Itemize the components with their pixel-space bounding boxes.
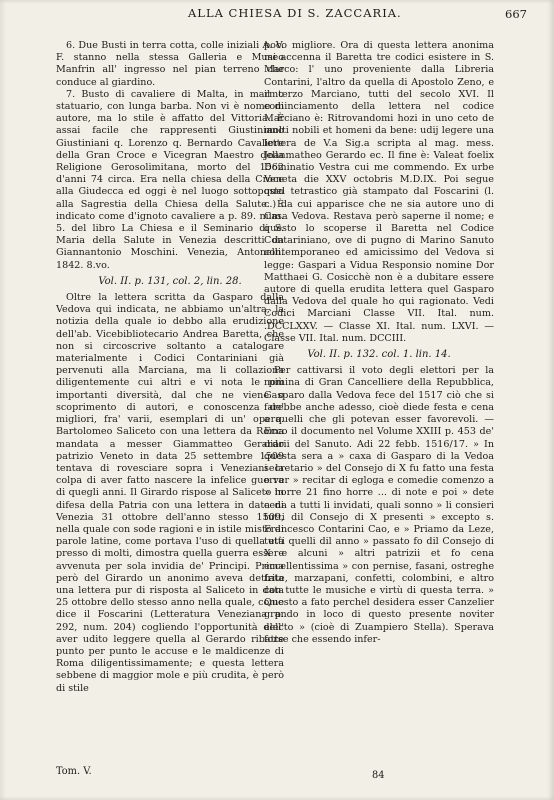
section-heading: Vol. II. p. 132. col. 1. lin. 14. [307,349,451,361]
paragraph-busts: 6. Due Busti in terra cotta, colle iniziali A. V. F. stanno nella stessa Galleria e Museo Manfrin all' ingresso nel pian terreno che conduce al giardino. [56,40,284,88]
running-header [0,6,554,24]
right-column [264,40,494,646]
paragraph-election: Per cattivarsi il voto degli elettori per la nomina di Gran Cancelliere della Repubblica, Gasparo dalla Vedova fece del 1517 ciò che si farebbe anche adesso, cioè diede festa e cena a quelli che gli potevan esser favorevoli. — Ecco il documento nel Volume XXIII p. 453 de' diarii del Sanuto. Adi 22 febb. 1516/17. » In questa sera a » caxa di Gasparo di la Vedoa secretario » del Consejo di X fu fatto una festa o ver » recitar di egloga e comedie comenzo a » horre 21 fino horre ... di note e poi » dete cena a tutti li invidati, quali sonno » li consieri tutti dil Consejo di X presenti » excepto s. Francesco Contarini Cao, e » Priamo da Leze, tutti quelli dil anno » passato fo dil Consejo di X e alcuni » altri patrizii et fo cena eccellentissima » con pernise, fasani, ostreghe frite, marzapani, confetti, colombini, e altro con tutte le musiche e virtù di questa terra. » Questo a fato perchel desidera esser Canzelier grando in loco di questo presente noviter electo » (cioè di Zuampiero Stella). Sperava forse che essendo infer- [264,365,494,645]
running-title: ALLA CHIESA DI S. ZACCARIA. [188,6,402,20]
paragraph-malta-bust: 7. Busto di cavaliere di Malta, in marmo statuario, con lunga barba. Non vi è nome di autore, ma lo stile è affatto del Vittoria. È assai facile che rappresenti Giustiniano Giustiniani q. Lorenzo q. Bernardo Cavaliere della Gran Croce e Vicegran Maestro della Religione Gerosolimitana, morto del 1562 d'anni 74 circa. Era nella chiesa della Croce alla Giudecca ed oggi è nel luogo sottoposto alla Sagrestia della Chiesa della Salute. È indicato come d'ignoto cavaliere a p. 89. num. 5. del libro La Chiesa e il Seminario di S. Maria della Salute in Venezia descritti da Giannantonio Moschini. Venezia, Antonelli. 1842. 8.vo. [56,88,284,271]
section-heading: Vol. II. p. 131, col. 2, lin. 28. [98,275,242,287]
volume-mark: Tom. V. [56,766,92,777]
paragraph-letter: Oltre la lettera scritta da Gasparo dalla Vedova qui indicata, ne abbiamo un'altra, la notizia della quale io debbo alla erudizione dell'ab. Vicebibliotecario Andrea Baretta, che non si circoscrive soltanto a catalogare materialmente i Codici Contariniani già pervenuti alla Marciana, ma li collaziona diligentemente cui altri e vi nota le più importanti diversità, dal che ne viene o scoprimento di autori, e conoscenza de' migliori, fra' varii, esemplari di un' opera. Bartolomeo Saliceto con una lettera da Roma mandata a messer Giammatteo Gerardo patrizio Veneto in data 25 settembre 1509 tentava di rovesciare sopra i Veneziani la colpa di aver fatto nascere la infelice guerra di quegli anni. Il Girardo rispose al Saliceto in difesa della Patria con una lettera in data di Venezia 31 ottobre dell'anno stesso 1509, nella quale con sode ragioni e in istile misto di parole latine, come portava l'uso di quella età presso di molti, dimostra quella guerra essere avvenuta per sola invidia de' Principi. Prima però del Girardo un anonimo aveva dettata una lettera pur di risposta al Saliceto in data 25 ottobre dello stesso anno nella quale, come dice il Foscarini (Letteratura Veneziana p. 292, num. 204) cogliendo l'opportunità dell' aver udito leggere quella al Gerardo ribatte punto per punto le accuse e le maldicenze di Roma diligentissimamente; e questa lettera sebbene di maggior mole e più crudita, è però di stile [56,292,284,694]
paragraph-continuation: poco migliore. Ora di questa lettera anonima mi accenna il Baretta tre codici esistere in S. Marco: l' uno proveniente dalla Libreria Contarini, l'altro da quella di Apostolo Zeno, e il terzo Marciano, tutti del secolo XVI. Il cominciamento della lettera nel codice Marciano è: Ritrovandomi hozi in uno ceto de molti nobili et homeni da bene: udij legere una lettera de V.a Sig.a scripta al mag. mess. Joanmatheo Gerardo ec. Il fine è: Valeat foelix Dominatio Vestra cui me commendo. Ex urbe Veneta die XXV octobris M.D.IX. Poi segue quel tetrastico già stampato dal Foscarini (l. c.) da cui apparisce che ne sia autore uno di Casa Vedova. Restava però saperne il nome; e questo lo scoperse il Baretta nel Codice Contariniano, ove di pugno di Marino Sanuto contemporaneo ed amicissimo del Vedova si legge: Gaspari a Vidua Responsio nomine Dor Matthaei G. Cosicchè non è a dubitare essere autore di quella erudita lettera quel Gasparo dalla Vedova del quale ho qui ragionato. Vedi Codici Marciani Classe VII. Ital. num. .DCCLXXV. — Classe XI. Ital. num. LXVI. — Classe VII. Ital. num. DCCIII. [264,40,494,344]
left-column [56,40,284,695]
page-number: 667 [505,7,527,21]
signature-mark: 84 [372,770,385,781]
